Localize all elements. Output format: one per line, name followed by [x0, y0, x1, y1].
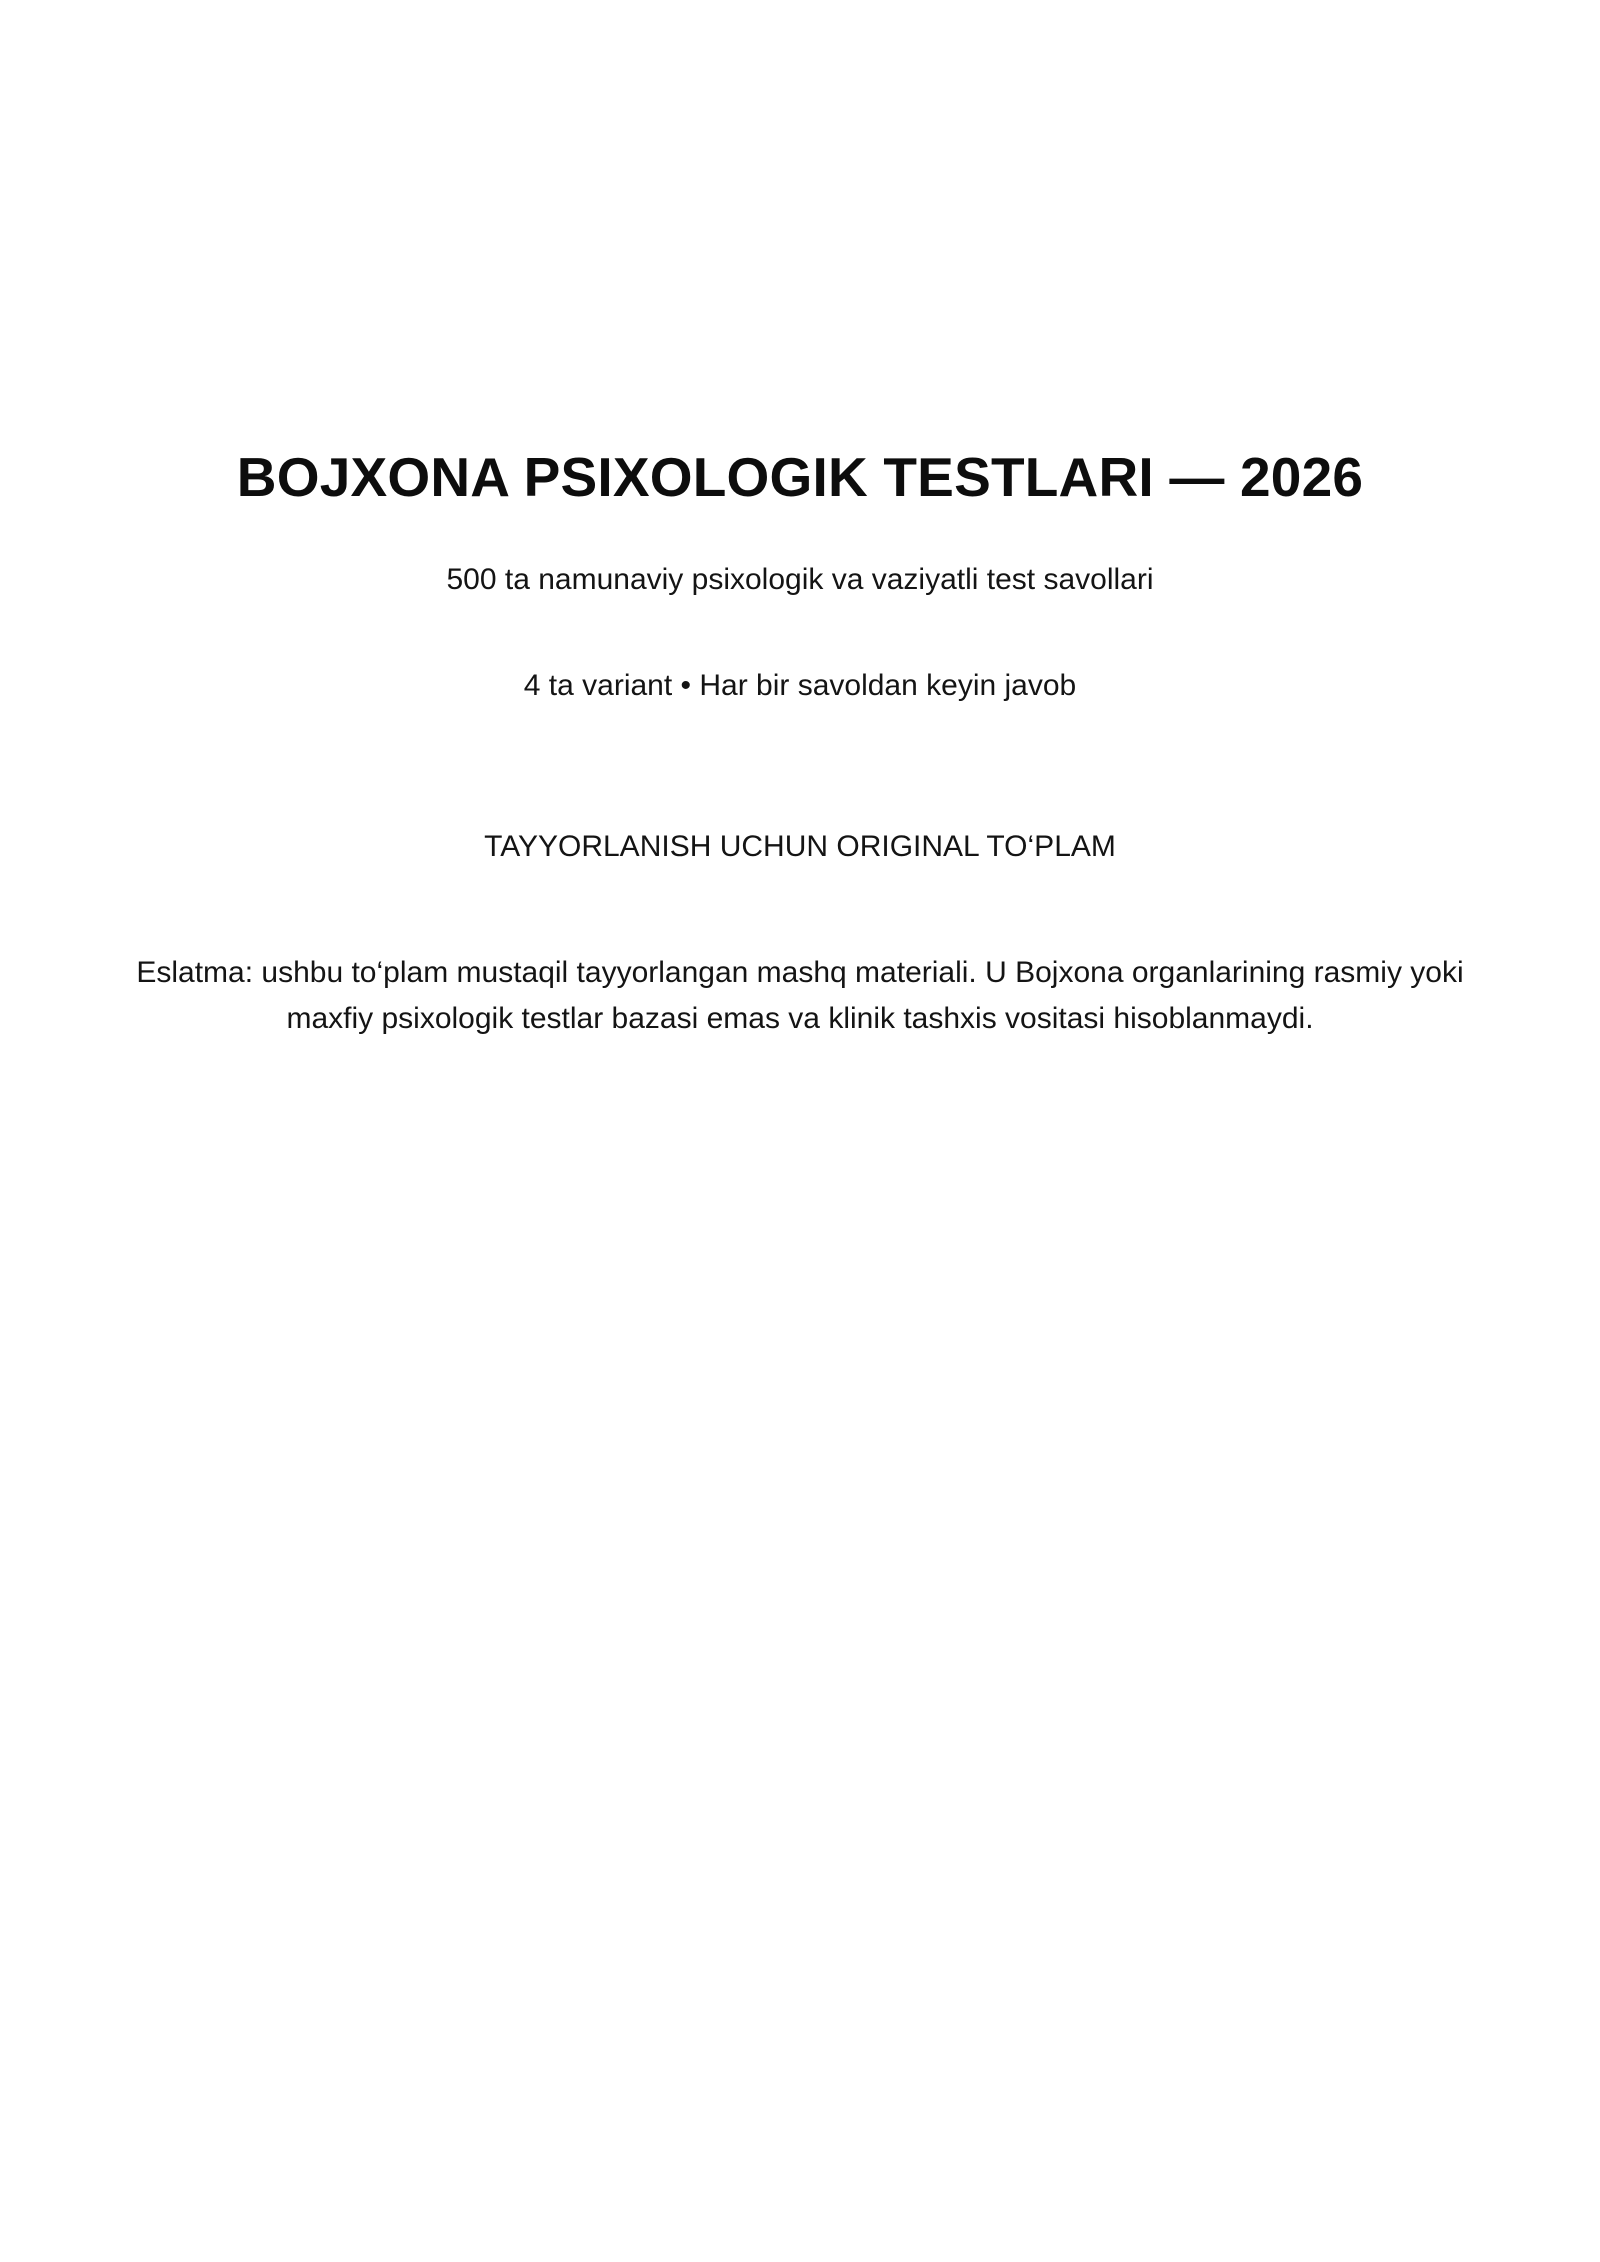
document-subtitle: 500 ta namunaviy psixologik va vaziyatli test savollari [446, 563, 1154, 596]
variants-line: 4 ta variant • Har bir savoldan keyin javob [523, 669, 1077, 702]
disclaimer-note: Eslatma: ushbu to‘plam mustaqil tayyorlangan mashq materiali. U Bojxona organlarining rasmiy yoki maxfiy psixologik testlar bazasi emas va klinik tashxis vositasi hisoblanmaydi. [136, 956, 1464, 1035]
document-title: BOJXONA PSIXOLOGIK TESTLARI — 2026 [236, 446, 1364, 508]
collection-label: TAYYORLANISH UCHUN ORIGINAL TO‘PLAM [484, 830, 1116, 863]
